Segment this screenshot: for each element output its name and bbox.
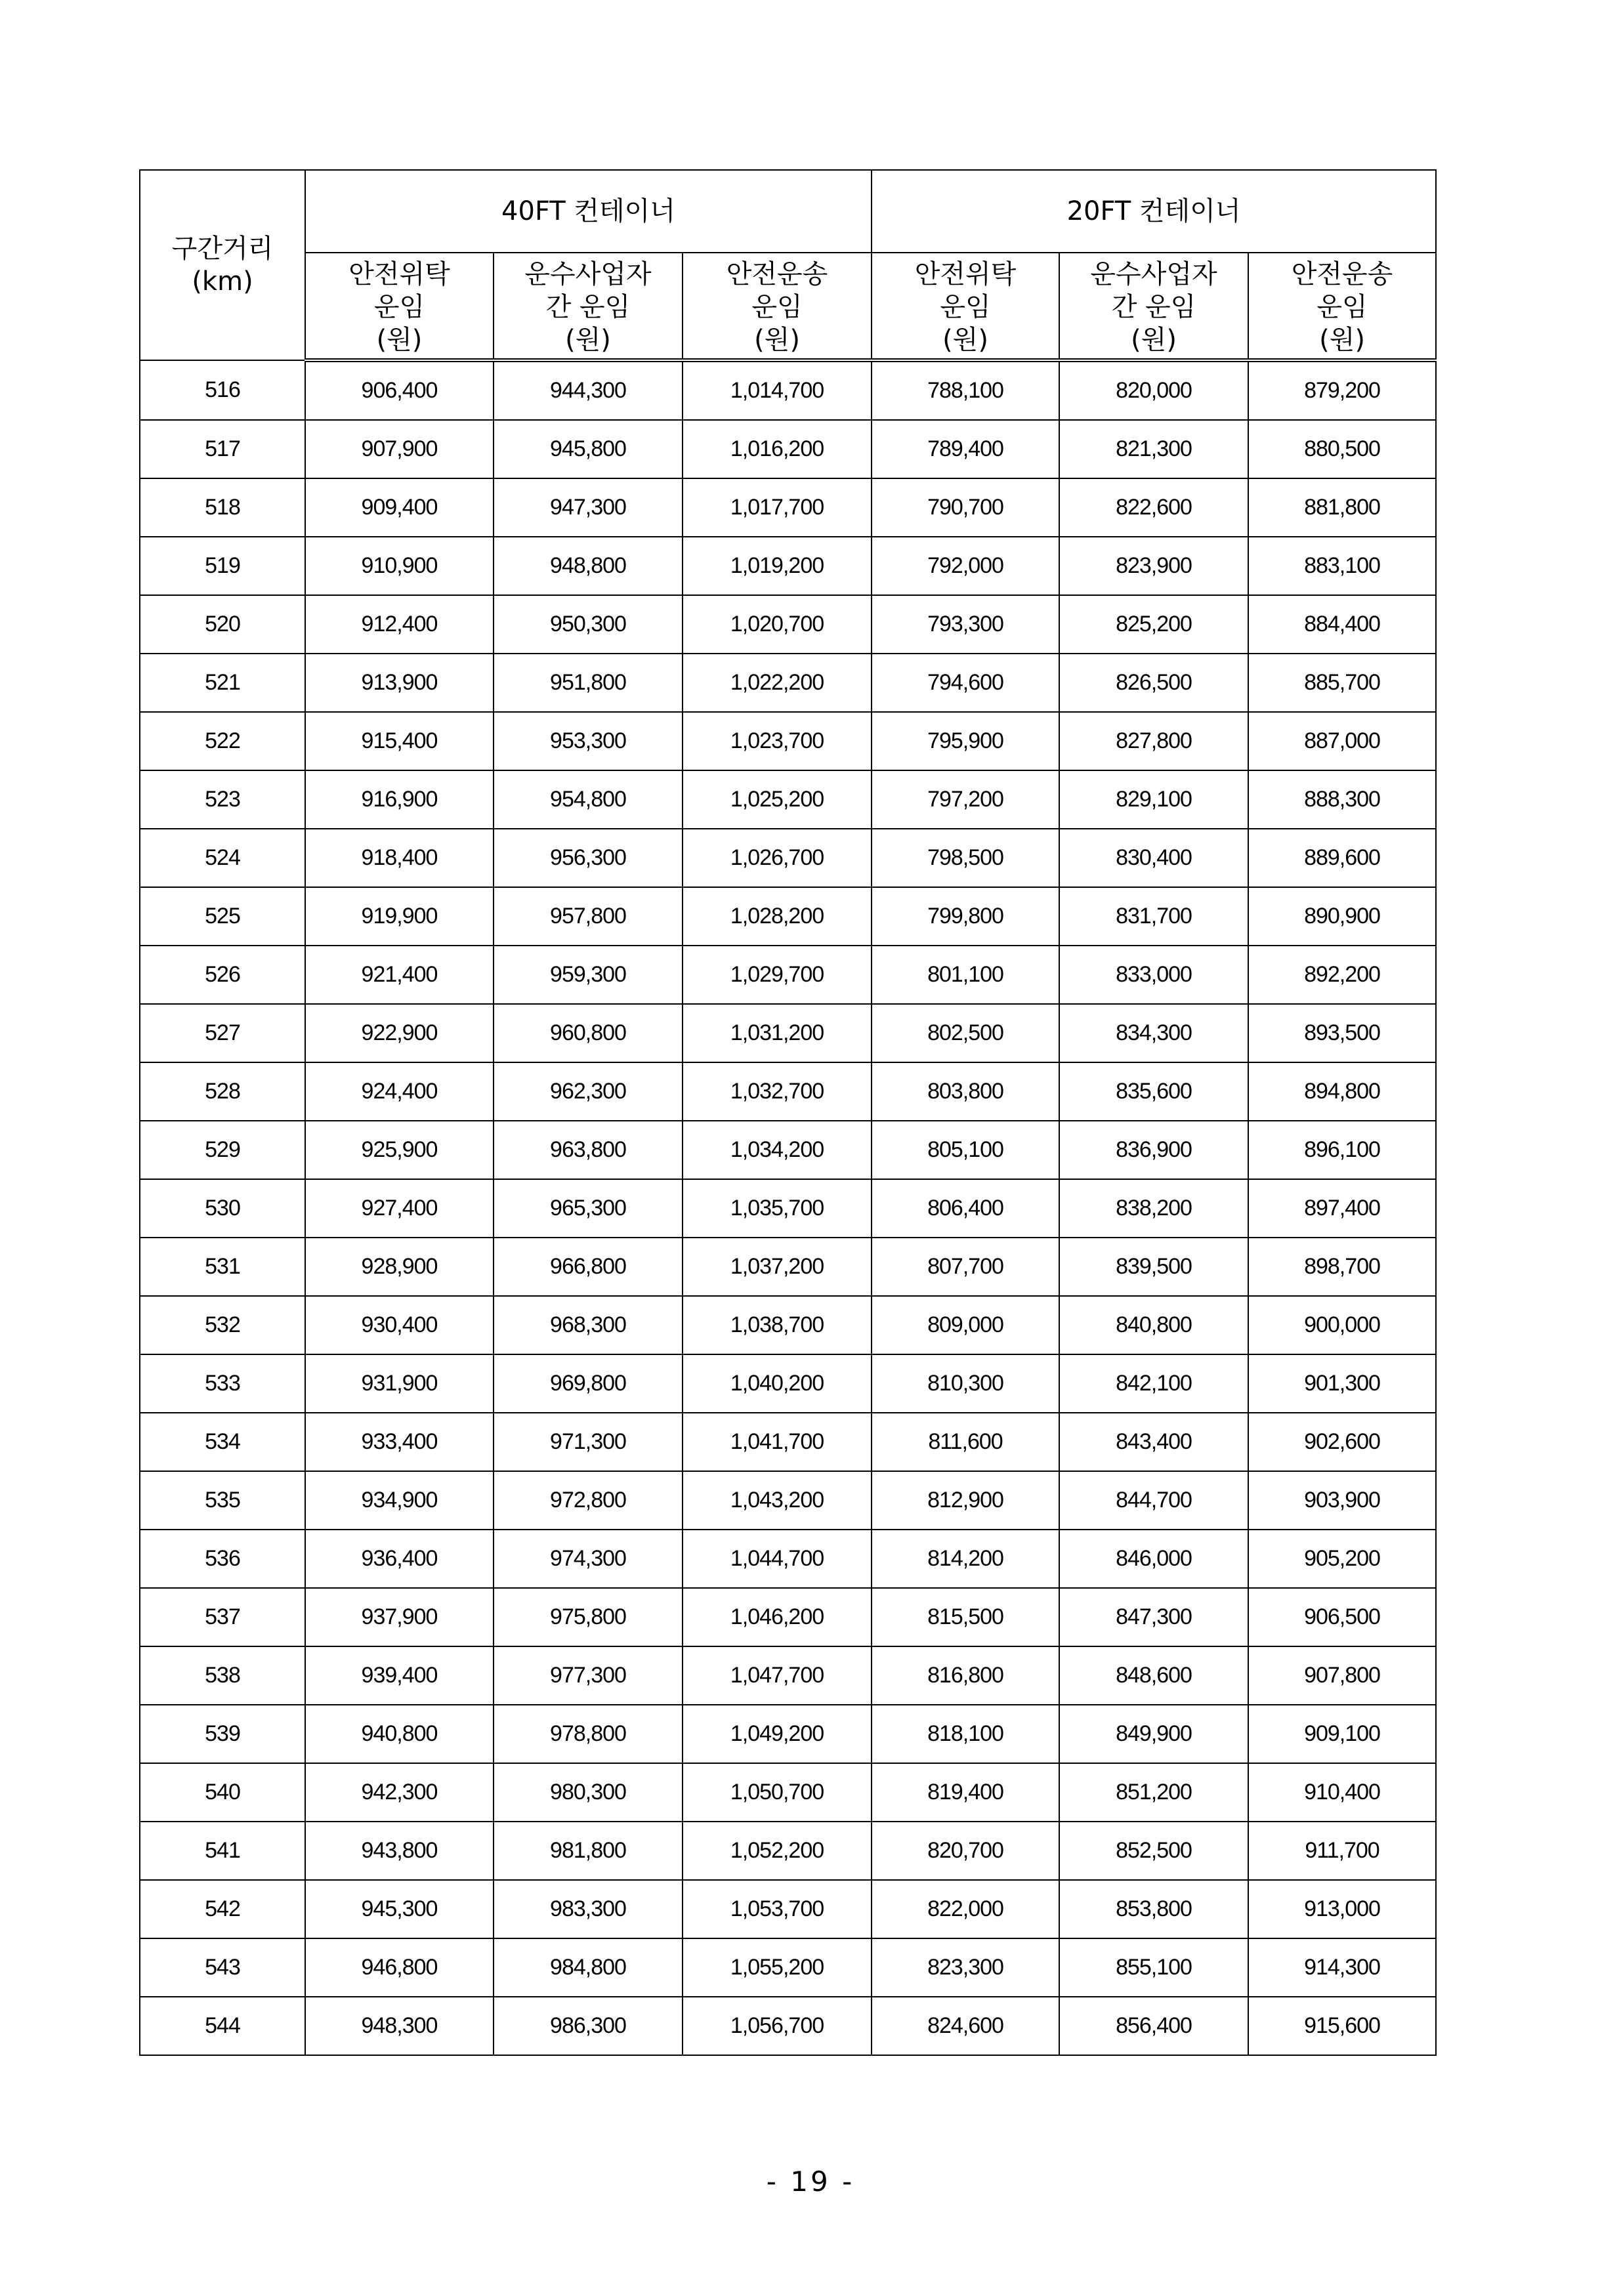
fare-cell: 905,200 bbox=[1248, 1530, 1436, 1588]
table-row bbox=[140, 537, 1436, 595]
fare-cell: 809,000 bbox=[872, 1296, 1059, 1354]
fare-cell: 853,800 bbox=[1059, 1880, 1248, 1938]
fare-cell: 811,600 bbox=[872, 1413, 1059, 1471]
fare-cell: 1,025,200 bbox=[683, 770, 872, 829]
fare-cell: 1,038,700 bbox=[683, 1296, 872, 1354]
fare-cell: 827,800 bbox=[1059, 712, 1248, 770]
column-header bbox=[872, 253, 1059, 360]
column-header bbox=[1059, 253, 1248, 360]
fare-cell: 880,500 bbox=[1248, 420, 1436, 478]
table-row bbox=[140, 1354, 1436, 1413]
fare-cell: 918,400 bbox=[305, 829, 494, 887]
distance-cell: 519 bbox=[140, 537, 305, 595]
fare-cell: 847,300 bbox=[1059, 1588, 1248, 1646]
table-row bbox=[140, 1588, 1436, 1646]
fare-cell: 890,900 bbox=[1248, 887, 1436, 946]
table-row bbox=[140, 1938, 1436, 1997]
table-row bbox=[140, 595, 1436, 654]
fare-cell: 946,800 bbox=[305, 1938, 494, 1997]
fare-cell: 962,300 bbox=[494, 1062, 683, 1121]
fare-cell: 829,100 bbox=[1059, 770, 1248, 829]
column-header-line: (원) bbox=[1131, 325, 1177, 355]
fare-cell: 824,600 bbox=[872, 1997, 1059, 2055]
fare-cell: 913,900 bbox=[305, 654, 494, 712]
fare-cell: 914,300 bbox=[1248, 1938, 1436, 1997]
fare-cell: 916,900 bbox=[305, 770, 494, 829]
fare-cell: 983,300 bbox=[494, 1880, 683, 1938]
fare-cell: 966,800 bbox=[494, 1238, 683, 1296]
fare-cell: 911,700 bbox=[1248, 1822, 1436, 1880]
distance-header bbox=[140, 170, 305, 360]
fare-cell: 1,026,700 bbox=[683, 829, 872, 887]
column-header-line: 안전운송 bbox=[726, 259, 828, 289]
fare-cell: 790,700 bbox=[872, 478, 1059, 537]
table-row bbox=[140, 1413, 1436, 1471]
distance-cell: 526 bbox=[140, 946, 305, 1004]
distance-cell: 521 bbox=[140, 654, 305, 712]
fare-cell: 921,400 bbox=[305, 946, 494, 1004]
fare-cell: 1,046,200 bbox=[683, 1588, 872, 1646]
fare-cell: 801,100 bbox=[872, 946, 1059, 1004]
table-row bbox=[140, 1880, 1436, 1938]
column-header bbox=[683, 253, 872, 360]
fare-cell: 910,900 bbox=[305, 537, 494, 595]
fare-cell: 805,100 bbox=[872, 1121, 1059, 1179]
fare-cell: 907,800 bbox=[1248, 1646, 1436, 1705]
fare-cell: 978,800 bbox=[494, 1705, 683, 1763]
column-header bbox=[1248, 253, 1436, 360]
fare-cell: 912,400 bbox=[305, 595, 494, 654]
fare-cell: 803,800 bbox=[872, 1062, 1059, 1121]
distance-cell: 529 bbox=[140, 1121, 305, 1179]
table-row bbox=[140, 946, 1436, 1004]
distance-cell: 540 bbox=[140, 1763, 305, 1822]
column-header-line: 안전운송 bbox=[1291, 259, 1393, 289]
fare-cell: 940,800 bbox=[305, 1705, 494, 1763]
column-header-line: 운임 bbox=[751, 292, 803, 322]
fare-cell: 807,700 bbox=[872, 1238, 1059, 1296]
distance-cell: 520 bbox=[140, 595, 305, 654]
fare-cell: 1,016,200 bbox=[683, 420, 872, 478]
fare-cell: 930,400 bbox=[305, 1296, 494, 1354]
fare-cell: 884,400 bbox=[1248, 595, 1436, 654]
fare-cell: 812,900 bbox=[872, 1471, 1059, 1530]
fare-cell: 974,300 bbox=[494, 1530, 683, 1588]
fare-cell: 931,900 bbox=[305, 1354, 494, 1413]
fare-cell: 846,000 bbox=[1059, 1530, 1248, 1588]
table-row bbox=[140, 478, 1436, 537]
fare-cell: 975,800 bbox=[494, 1588, 683, 1646]
fare-cell: 927,400 bbox=[305, 1179, 494, 1238]
fare-cell: 1,040,200 bbox=[683, 1354, 872, 1413]
fare-cell: 889,600 bbox=[1248, 829, 1436, 887]
fare-cell: 1,044,700 bbox=[683, 1530, 872, 1588]
fare-cell: 937,900 bbox=[305, 1588, 494, 1646]
fare-cell: 1,023,700 bbox=[683, 712, 872, 770]
fare-cell: 822,000 bbox=[872, 1880, 1059, 1938]
fare-cell: 793,300 bbox=[872, 595, 1059, 654]
fare-cell: 965,300 bbox=[494, 1179, 683, 1238]
fare-cell: 802,500 bbox=[872, 1004, 1059, 1062]
fare-cell: 928,900 bbox=[305, 1238, 494, 1296]
distance-cell: 543 bbox=[140, 1938, 305, 1997]
fare-cell: 948,300 bbox=[305, 1997, 494, 2055]
fare-cell: 984,800 bbox=[494, 1938, 683, 1997]
fare-cell: 842,100 bbox=[1059, 1354, 1248, 1413]
fare-cell: 953,300 bbox=[494, 712, 683, 770]
table-row bbox=[140, 1822, 1436, 1880]
fare-cell: 910,400 bbox=[1248, 1763, 1436, 1822]
column-header-line: 운임 bbox=[373, 292, 425, 322]
fare-cell: 797,200 bbox=[872, 770, 1059, 829]
fare-cell: 1,032,700 bbox=[683, 1062, 872, 1121]
fare-cell: 795,900 bbox=[872, 712, 1059, 770]
table-row bbox=[140, 1530, 1436, 1588]
table-row bbox=[140, 654, 1436, 712]
fare-cell: 1,041,700 bbox=[683, 1413, 872, 1471]
fare-cell: 852,500 bbox=[1059, 1822, 1248, 1880]
fare-cell: 799,800 bbox=[872, 887, 1059, 946]
fare-cell: 919,900 bbox=[305, 887, 494, 946]
fare-cell: 887,000 bbox=[1248, 712, 1436, 770]
fare-cell: 1,050,700 bbox=[683, 1763, 872, 1822]
fare-cell: 843,400 bbox=[1059, 1413, 1248, 1471]
column-header-line: 운수사업자 bbox=[1090, 259, 1217, 289]
column-header-line: 간 운임 bbox=[1111, 292, 1196, 322]
column-header-line: 운임 bbox=[1316, 292, 1368, 322]
fare-cell: 944,300 bbox=[494, 360, 683, 420]
column-header-line: 운임 bbox=[940, 292, 991, 322]
fare-cell: 1,028,200 bbox=[683, 887, 872, 946]
fare-cell: 816,800 bbox=[872, 1646, 1059, 1705]
fare-cell: 901,300 bbox=[1248, 1354, 1436, 1413]
distance-cell: 542 bbox=[140, 1880, 305, 1938]
fare-cell: 1,017,700 bbox=[683, 478, 872, 537]
fare-cell: 788,100 bbox=[872, 360, 1059, 420]
fare-cell: 945,800 bbox=[494, 420, 683, 478]
fare-cell: 883,100 bbox=[1248, 537, 1436, 595]
fare-cell: 977,300 bbox=[494, 1646, 683, 1705]
fare-cell: 1,035,700 bbox=[683, 1179, 872, 1238]
fare-cell: 922,900 bbox=[305, 1004, 494, 1062]
fare-cell: 909,100 bbox=[1248, 1705, 1436, 1763]
fare-cell: 909,400 bbox=[305, 478, 494, 537]
group-header-40ft: 40FT 컨테이너 bbox=[305, 170, 872, 253]
column-header bbox=[305, 253, 494, 360]
fare-cell: 1,014,700 bbox=[683, 360, 872, 420]
fare-cell: 971,300 bbox=[494, 1413, 683, 1471]
fare-cell: 960,800 bbox=[494, 1004, 683, 1062]
table-row bbox=[140, 829, 1436, 887]
fare-cell: 915,600 bbox=[1248, 1997, 1436, 2055]
page-number: - 19 - bbox=[766, 2165, 855, 2198]
fare-cell: 907,900 bbox=[305, 420, 494, 478]
fare-cell: 1,037,200 bbox=[683, 1238, 872, 1296]
column-header-line: 간 운임 bbox=[545, 292, 631, 322]
table-row bbox=[140, 1179, 1436, 1238]
table-row bbox=[140, 360, 1436, 420]
fare-cell: 1,053,700 bbox=[683, 1880, 872, 1938]
table-row bbox=[140, 1121, 1436, 1179]
fare-cell: 947,300 bbox=[494, 478, 683, 537]
freight-rate-table bbox=[139, 169, 1437, 2056]
fare-cell: 986,300 bbox=[494, 1997, 683, 2055]
distance-cell: 518 bbox=[140, 478, 305, 537]
fare-cell: 936,400 bbox=[305, 1530, 494, 1588]
fare-cell: 894,800 bbox=[1248, 1062, 1436, 1121]
fare-cell: 789,400 bbox=[872, 420, 1059, 478]
table-header bbox=[140, 170, 1436, 360]
distance-cell: 536 bbox=[140, 1530, 305, 1588]
table-row bbox=[140, 1004, 1436, 1062]
table-row bbox=[140, 770, 1436, 829]
distance-cell: 525 bbox=[140, 887, 305, 946]
fare-cell: 826,500 bbox=[1059, 654, 1248, 712]
fare-cell: 942,300 bbox=[305, 1763, 494, 1822]
fare-cell: 856,400 bbox=[1059, 1997, 1248, 2055]
column-header-line: (원) bbox=[565, 325, 611, 355]
fare-cell: 1,020,700 bbox=[683, 595, 872, 654]
fare-cell: 959,300 bbox=[494, 946, 683, 1004]
fare-cell: 1,029,700 bbox=[683, 946, 872, 1004]
fare-cell: 835,600 bbox=[1059, 1062, 1248, 1121]
distance-cell: 539 bbox=[140, 1705, 305, 1763]
fare-cell: 933,400 bbox=[305, 1413, 494, 1471]
distance-cell: 530 bbox=[140, 1179, 305, 1238]
fare-cell: 943,800 bbox=[305, 1822, 494, 1880]
fare-cell: 1,049,200 bbox=[683, 1705, 872, 1763]
fare-cell: 980,300 bbox=[494, 1763, 683, 1822]
table-row bbox=[140, 1997, 1436, 2055]
table-row bbox=[140, 712, 1436, 770]
fare-cell: 888,300 bbox=[1248, 770, 1436, 829]
fare-cell: 969,800 bbox=[494, 1354, 683, 1413]
group-header-20ft: 20FT 컨테이너 bbox=[872, 170, 1436, 253]
fare-cell: 839,500 bbox=[1059, 1238, 1248, 1296]
fare-cell: 1,022,200 bbox=[683, 654, 872, 712]
table-body bbox=[140, 360, 1436, 2055]
fare-cell: 915,400 bbox=[305, 712, 494, 770]
column-header-line: (원) bbox=[376, 325, 423, 355]
fare-cell: 950,300 bbox=[494, 595, 683, 654]
fare-cell: 825,200 bbox=[1059, 595, 1248, 654]
distance-cell: 538 bbox=[140, 1646, 305, 1705]
fare-cell: 1,056,700 bbox=[683, 1997, 872, 2055]
fare-cell: 892,200 bbox=[1248, 946, 1436, 1004]
column-header-line: (원) bbox=[942, 325, 988, 355]
fare-cell: 848,600 bbox=[1059, 1646, 1248, 1705]
fare-cell: 855,100 bbox=[1059, 1938, 1248, 1997]
distance-cell: 524 bbox=[140, 829, 305, 887]
column-header-line: 안전위탁 bbox=[914, 259, 1017, 289]
fare-cell: 849,900 bbox=[1059, 1705, 1248, 1763]
fare-cell: 945,300 bbox=[305, 1880, 494, 1938]
distance-cell: 532 bbox=[140, 1296, 305, 1354]
column-header-line: 운수사업자 bbox=[524, 259, 652, 289]
fare-cell: 956,300 bbox=[494, 829, 683, 887]
distance-cell: 531 bbox=[140, 1238, 305, 1296]
fare-cell: 815,500 bbox=[872, 1588, 1059, 1646]
distance-cell: 535 bbox=[140, 1471, 305, 1530]
fare-cell: 820,000 bbox=[1059, 360, 1248, 420]
table-row bbox=[140, 1646, 1436, 1705]
fare-cell: 794,600 bbox=[872, 654, 1059, 712]
table-row bbox=[140, 1062, 1436, 1121]
fare-cell: 981,800 bbox=[494, 1822, 683, 1880]
fare-cell: 893,500 bbox=[1248, 1004, 1436, 1062]
fare-cell: 906,400 bbox=[305, 360, 494, 420]
table-row bbox=[140, 887, 1436, 946]
fare-cell: 814,200 bbox=[872, 1530, 1059, 1588]
distance-cell: 522 bbox=[140, 712, 305, 770]
fare-cell: 806,400 bbox=[872, 1179, 1059, 1238]
fare-cell: 838,200 bbox=[1059, 1179, 1248, 1238]
fare-cell: 840,800 bbox=[1059, 1296, 1248, 1354]
distance-cell: 533 bbox=[140, 1354, 305, 1413]
distance-cell: 523 bbox=[140, 770, 305, 829]
fare-cell: 925,900 bbox=[305, 1121, 494, 1179]
fare-cell: 831,700 bbox=[1059, 887, 1248, 946]
column-header-line: (원) bbox=[1319, 325, 1365, 355]
fare-cell: 823,900 bbox=[1059, 537, 1248, 595]
fare-cell: 939,400 bbox=[305, 1646, 494, 1705]
fare-cell: 798,500 bbox=[872, 829, 1059, 887]
fare-cell: 810,300 bbox=[872, 1354, 1059, 1413]
table-row bbox=[140, 1763, 1436, 1822]
fare-cell: 900,000 bbox=[1248, 1296, 1436, 1354]
fare-cell: 934,900 bbox=[305, 1471, 494, 1530]
fare-cell: 906,500 bbox=[1248, 1588, 1436, 1646]
header-row-groups bbox=[140, 170, 1436, 253]
column-header-line: (원) bbox=[754, 325, 800, 355]
fare-cell: 897,400 bbox=[1248, 1179, 1436, 1238]
column-header bbox=[494, 253, 683, 360]
fare-cell: 885,700 bbox=[1248, 654, 1436, 712]
header-row-columns bbox=[140, 253, 1436, 360]
fare-cell: 820,700 bbox=[872, 1822, 1059, 1880]
fare-cell: 823,300 bbox=[872, 1938, 1059, 1997]
fare-cell: 818,100 bbox=[872, 1705, 1059, 1763]
fare-cell: 833,000 bbox=[1059, 946, 1248, 1004]
fare-cell: 819,400 bbox=[872, 1763, 1059, 1822]
fare-cell: 879,200 bbox=[1248, 360, 1436, 420]
distance-cell: 537 bbox=[140, 1588, 305, 1646]
fare-cell: 898,700 bbox=[1248, 1238, 1436, 1296]
fare-cell: 844,700 bbox=[1059, 1471, 1248, 1530]
distance-cell: 528 bbox=[140, 1062, 305, 1121]
fare-cell: 821,300 bbox=[1059, 420, 1248, 478]
fare-cell: 896,100 bbox=[1248, 1121, 1436, 1179]
distance-cell: 534 bbox=[140, 1413, 305, 1471]
distance-cell: 527 bbox=[140, 1004, 305, 1062]
fare-cell: 903,900 bbox=[1248, 1471, 1436, 1530]
table-row bbox=[140, 1238, 1436, 1296]
fare-cell: 851,200 bbox=[1059, 1763, 1248, 1822]
fare-cell: 954,800 bbox=[494, 770, 683, 829]
fare-cell: 1,019,200 bbox=[683, 537, 872, 595]
table-row bbox=[140, 1471, 1436, 1530]
fare-cell: 792,000 bbox=[872, 537, 1059, 595]
fare-cell: 1,043,200 bbox=[683, 1471, 872, 1530]
fare-cell: 834,300 bbox=[1059, 1004, 1248, 1062]
distance-header-unit: (km) bbox=[192, 266, 253, 297]
fare-cell: 836,900 bbox=[1059, 1121, 1248, 1179]
column-header-line: 안전위탁 bbox=[348, 259, 450, 289]
fare-cell: 957,800 bbox=[494, 887, 683, 946]
fare-cell: 963,800 bbox=[494, 1121, 683, 1179]
distance-cell: 517 bbox=[140, 420, 305, 478]
distance-cell: 541 bbox=[140, 1822, 305, 1880]
fare-cell: 948,800 bbox=[494, 537, 683, 595]
fare-cell: 913,000 bbox=[1248, 1880, 1436, 1938]
fare-cell: 972,800 bbox=[494, 1471, 683, 1530]
fare-cell: 1,034,200 bbox=[683, 1121, 872, 1179]
fare-cell: 881,800 bbox=[1248, 478, 1436, 537]
fare-cell: 830,400 bbox=[1059, 829, 1248, 887]
fare-cell: 1,055,200 bbox=[683, 1938, 872, 1997]
fare-cell: 968,300 bbox=[494, 1296, 683, 1354]
fare-cell: 1,052,200 bbox=[683, 1822, 872, 1880]
fare-cell: 924,400 bbox=[305, 1062, 494, 1121]
fare-cell: 1,047,700 bbox=[683, 1646, 872, 1705]
table-row bbox=[140, 1705, 1436, 1763]
fare-cell: 951,800 bbox=[494, 654, 683, 712]
fare-cell: 1,031,200 bbox=[683, 1004, 872, 1062]
fare-cell: 902,600 bbox=[1248, 1413, 1436, 1471]
table-row bbox=[140, 420, 1436, 478]
distance-cell: 544 bbox=[140, 1997, 305, 2055]
distance-cell: 516 bbox=[140, 360, 305, 420]
distance-header-label: 구간거리 bbox=[171, 234, 274, 264]
table-row bbox=[140, 1296, 1436, 1354]
fare-cell: 822,600 bbox=[1059, 478, 1248, 537]
